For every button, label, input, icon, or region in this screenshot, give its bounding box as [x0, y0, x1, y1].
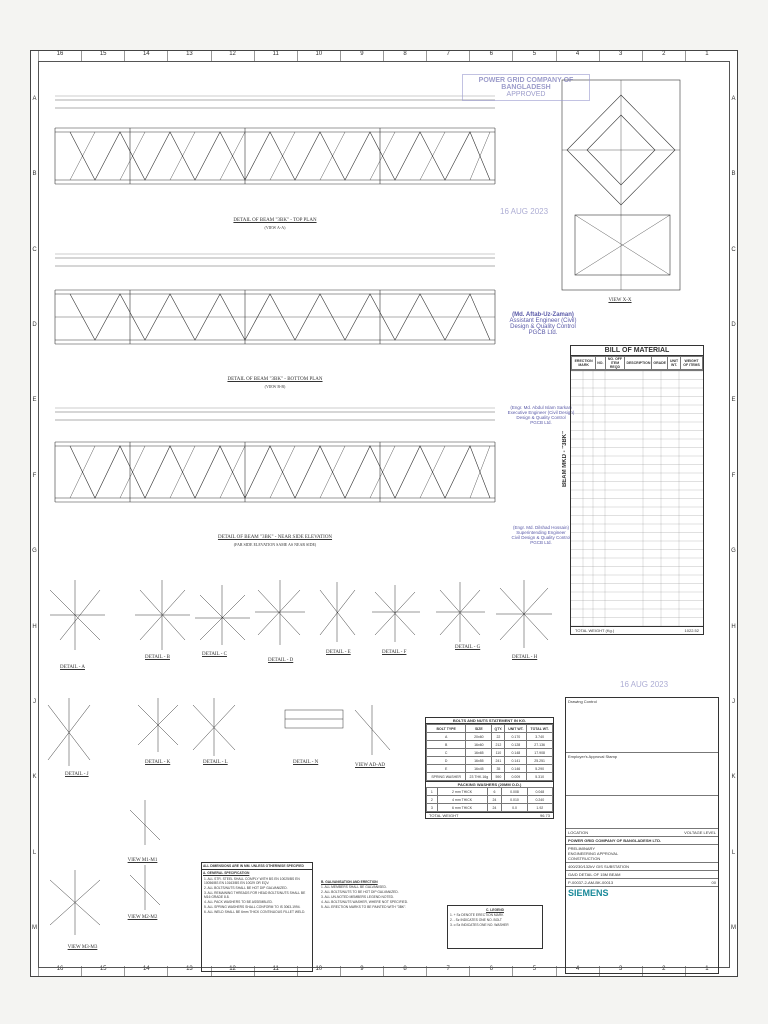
notes-galv-title: B. GALVANISATION AND ERECTION [321, 880, 378, 884]
drawing-title: GA/D DETAIL OF 15M BEAM [568, 872, 621, 877]
table-cell: 0.170 [505, 733, 527, 741]
note-item: 1. + Sz DENOTE ERECTION MARK [450, 913, 504, 917]
signer1-stamp [508, 312, 578, 336]
note-item: 2. ALL BOLTS/NUTS TO BE HOT DIP GALVANIZED. [321, 890, 399, 894]
view-xx-drawing [562, 80, 680, 290]
column-number: 16 [38, 966, 81, 976]
table-cell: 0.009 [505, 773, 527, 781]
table-cell: 1 [427, 788, 438, 796]
table-cell: 6 [487, 788, 502, 796]
table-cell: 6 mm THICK [437, 804, 487, 812]
row-letter: L [731, 849, 736, 856]
table-cell: 0.240 [527, 796, 552, 804]
approval-stamp-status: APPROVED [506, 91, 546, 98]
bolts-header-cell: BOLT TYPE [427, 725, 466, 733]
bill-of-material [562, 345, 704, 635]
bolts-header-cell: UNIT WT. [505, 725, 527, 733]
row-letter: E [32, 397, 37, 404]
note-item: 2. ALL BOLTS/NUTS SHALL BE HOT DIP GALVANIZED. [204, 886, 288, 890]
legend-title: C. LEGEND [486, 908, 504, 912]
table-cell: E [427, 765, 466, 773]
table-cell: 0.048 [527, 788, 552, 796]
elevation-subcaption: (FAR SIDE ELEVATION SAME AS NEAR SIDE) [233, 542, 317, 547]
bom-grid [571, 371, 703, 626]
bom-side-label: BEAM MKD - "3BK" [562, 431, 568, 488]
top-plan-truss [55, 100, 495, 184]
table-cell: 16x60 [466, 741, 492, 749]
location-row [566, 829, 718, 837]
column-number: 6 [469, 51, 512, 61]
project-name: 400/230/132kV GIS SUBSTATION [568, 864, 629, 869]
table-cell: 3.740 [527, 733, 553, 741]
signer2-stamp [505, 405, 577, 425]
detail-e-label: DETAIL - E [326, 650, 351, 655]
bolts-header-cell: SIZE [466, 725, 492, 733]
bom-total-row [571, 626, 703, 634]
detail-n-label: DETAIL - N [293, 760, 319, 765]
table-row [427, 788, 553, 796]
column-number: 14 [124, 51, 167, 61]
signer3-name: (Engr. Md. Dilshad Hossain) [512, 525, 570, 530]
elevation-caption: DETAIL OF BEAM "3BK" - NEAR SIDE ELEVATION [217, 535, 333, 540]
bom-header-cell: ERECTION MARK [572, 357, 596, 370]
signer3-stamp [505, 525, 577, 545]
approval-stamp-title: POWER GRID COMPANY OF BANGLADESH [478, 77, 574, 91]
title-block [565, 697, 719, 974]
table-cell: 2 [427, 796, 438, 804]
column-number: 1 [685, 966, 728, 976]
note-item: 2. - Sz INDICATES ONE NO. BOLT [450, 918, 502, 922]
approval-label: Employer's Approval Stamp [568, 754, 618, 759]
signer1-org: PGCB Ltd. [528, 330, 558, 336]
signer2-org: PGCB Ltd. [530, 420, 552, 425]
signer1-title: Assistant Engineer (Civil) [509, 318, 577, 324]
bom-title: BILL OF MATERIAL [571, 346, 703, 356]
column-number: 3 [599, 966, 642, 976]
table-cell: 24 [487, 796, 502, 804]
table-row [427, 749, 553, 757]
bottom-plan-truss [55, 258, 495, 344]
approval-box [566, 753, 718, 796]
signer3-dept: Civil Design & Quality Control [511, 535, 571, 540]
table-cell: 110 [492, 749, 505, 757]
row-letter: B [32, 171, 37, 178]
detail-j-label: DETAIL - J [65, 772, 89, 777]
signer1-dept: Design & Quality Control [510, 324, 576, 330]
status-engineering: ENGINEERING APPROVAL [568, 851, 619, 856]
table-row [427, 773, 553, 781]
note-item: 4. ALL BOLTS/NUTS WASHER, WHERE NOT SPECIFIED. [321, 900, 409, 904]
top-plan-subcaption: (VIEW A-A) [264, 225, 286, 230]
table-row [427, 796, 553, 804]
table-cell: SPRING WASHER [427, 773, 466, 781]
view-m3-caption: VIEW M3-M3 [67, 945, 98, 950]
column-number: 15 [81, 966, 124, 976]
project-row [566, 863, 718, 871]
table-cell: 0.146 [505, 765, 527, 773]
row-letter: D [731, 321, 736, 328]
detail-a-label: DETAIL - A [60, 665, 85, 670]
column-number: 1 [685, 51, 728, 61]
table-row [427, 765, 553, 773]
table-cell: 25.251 [527, 757, 553, 765]
table-cell: 212 [492, 741, 505, 749]
table-cell: 17.908 [527, 749, 553, 757]
table-cell: 0.148 [505, 749, 527, 757]
date-stamp-2: 16 AUG 2023 [620, 680, 669, 689]
column-number: 9 [340, 966, 383, 976]
detail-d-label: DETAIL - D [268, 658, 294, 663]
column-number: 8 [383, 966, 426, 976]
drawing-control-label: Drawing Control [568, 699, 597, 704]
table-cell: B [427, 741, 466, 749]
column-number: 11 [254, 966, 297, 976]
table-cell: 0.141 [505, 757, 527, 765]
column-number: 10 [297, 966, 340, 976]
detail-c-label: DETAIL - C [202, 652, 227, 657]
detail-h-label: DETAIL - H [512, 655, 538, 660]
detail-sketches-row1 [50, 580, 552, 650]
table-cell: 0.128 [505, 741, 527, 749]
column-number: 3 [599, 51, 642, 61]
drawing-control-box [566, 698, 718, 753]
bolts-total-value: 96.73 [539, 813, 550, 818]
title-row [566, 871, 718, 879]
signer3-title: Superintending Engineer [516, 530, 566, 535]
row-letter: L [32, 849, 37, 856]
row-letter: C [32, 246, 37, 253]
bolts-total-label: TOTAL WEIGHT [429, 813, 459, 818]
note-item: 5. ALL SPRING WASHERS SHALL CONFORM TO IS 3063-1994. [204, 905, 301, 909]
column-number: 6 [469, 966, 512, 976]
status-preliminary: PRELIMINARY [568, 846, 596, 851]
table-cell: 1.92 [527, 804, 552, 812]
row-letter: D [32, 321, 37, 328]
detail-l-label: DETAIL - L [203, 760, 228, 765]
column-number: 9 [340, 51, 383, 61]
row-letter: B [731, 171, 736, 178]
revision-number: 00 [711, 880, 716, 885]
bom-header-cell: UNIT WT. [668, 357, 681, 370]
detail-k-label: DETAIL - K [145, 760, 171, 765]
note-item: 3. o Sz INDICATES ONE NO. WASHER [450, 923, 509, 927]
notes-header: ALL DIMENSIONS ARE IN MM. UNLESS OTHERWISE SPECIFIED [202, 863, 312, 870]
table-cell: 16x45 [466, 765, 492, 773]
column-number: 5 [512, 966, 555, 976]
row-letter: H [731, 623, 736, 630]
note-item: 1. ALL STR. STEEL SHALL COMPLY WITH BS EN 10025/BS EN 10056/BS EN 10163/BS EN 10029 OR EQV. [204, 877, 300, 885]
bom-header-cell: NO. OFF ITEM REQD [605, 357, 625, 370]
bolts-title: BOLTS AND NUTS STATEMENT IN KG. [426, 718, 553, 724]
company-logo: SIEMENS [568, 888, 609, 898]
bottom-plan-caption: DETAIL OF BEAM "3BK" - BOTTOM PLAN [227, 377, 323, 382]
row-letter: M [731, 925, 736, 932]
status-construction: CONSTRUCTION [568, 856, 601, 861]
column-number: 13 [167, 966, 210, 976]
client-name: POWER GRID COMPANY OF BANGLADESH LTD. [568, 838, 662, 843]
row-letter: K [731, 774, 736, 781]
view-m1-caption: VIEW M1-M1 [127, 858, 158, 863]
bom-total-label: TOTAL WEIGHT (Kg.) [575, 628, 615, 633]
column-number: 2 [642, 51, 685, 61]
column-number: 7 [426, 966, 469, 976]
view-xx-caption: VIEW X-X [608, 298, 632, 303]
table-cell: 24 [487, 804, 502, 812]
table-row [427, 741, 553, 749]
table-cell: D [427, 757, 466, 765]
row-letter: J [33, 698, 36, 705]
table-cell: 16x65 [466, 749, 492, 757]
row-letter: G [731, 548, 736, 555]
location-label: LOCATION [568, 830, 589, 835]
client-row [566, 837, 718, 845]
signer3-org: PGCB Ltd. [530, 540, 552, 545]
bom-body [562, 370, 703, 626]
row-letter: A [32, 95, 37, 102]
bom-total-value: 1022.52 [684, 628, 699, 633]
column-number: 14 [124, 966, 167, 976]
table-cell: 5.310 [527, 773, 553, 781]
table-cell: 0.010 [502, 796, 527, 804]
bolts-header-cell: QTY. [492, 725, 505, 733]
drawing-number: P-00037-2-AM-BK-00013 [568, 880, 614, 885]
table-cell: 35 [492, 765, 505, 773]
bolts-header-cell: TOTAL WT. [527, 725, 553, 733]
table-cell: 27.136 [527, 741, 553, 749]
row-letter: K [32, 774, 37, 781]
table-cell: 22 [492, 733, 505, 741]
date-stamp-1: 16 AUG 2023 [500, 207, 549, 216]
column-number: 12 [211, 966, 254, 976]
row-letter: G [32, 548, 37, 555]
table-cell: 5.290 [527, 765, 553, 773]
table-cell: 0.0 [502, 804, 527, 812]
revision-table [566, 796, 718, 829]
detail-b-label: DETAIL - B [145, 655, 170, 660]
top-plan-caption: DETAIL OF BEAM "3BK" - TOP PLAN [233, 218, 317, 223]
signer2-title: Executive Engineer (Civil Design) [507, 410, 575, 415]
bom-header-cell: WEIGHT OF ITEMS [681, 357, 703, 370]
column-number: 2 [642, 966, 685, 976]
column-number: 7 [426, 51, 469, 61]
row-letter: F [731, 472, 736, 479]
bottom-plan-subcaption: (VIEW B-B) [264, 384, 286, 389]
voltage-label: VOLTAGE LEVEL [684, 830, 716, 835]
table-cell: 16x55 [466, 757, 492, 765]
note-item: 3. ALL UN-NOTED MEMBERS LEGEND NOTED. [321, 895, 394, 899]
table-cell: 3 [427, 804, 438, 812]
column-number: 5 [512, 51, 555, 61]
row-letter: J [732, 698, 735, 705]
status-row [566, 845, 718, 863]
row-letter: E [731, 397, 736, 404]
table-cell: 0.008 [502, 788, 527, 796]
bom-header-cell: GRADE [652, 357, 668, 370]
note-item: 4. ALL PACK WASHERS TO BE ASSEMBLED. [204, 900, 273, 904]
legend-box [447, 905, 543, 949]
signer1-name: (Md. Aftab-Uz-Zaman) [512, 312, 574, 318]
table-row [427, 757, 553, 765]
column-number: 16 [38, 51, 81, 61]
detail-f-label: DETAIL - F [382, 650, 407, 655]
table-cell: 4 mm THICK [437, 796, 487, 804]
row-letter: A [731, 95, 736, 102]
column-number: 10 [297, 51, 340, 61]
bolts-nuts-statement [425, 717, 554, 819]
notes-general-title: A. GENERAL SPECIFICATION [203, 871, 250, 875]
approval-stamp [462, 74, 590, 101]
column-number: 12 [211, 51, 254, 61]
column-number: 13 [167, 51, 210, 61]
bolts-total-row [426, 812, 553, 818]
view-ad-label: VIEW AD-AD [355, 763, 386, 768]
row-letter: H [32, 623, 37, 630]
column-number: 15 [81, 51, 124, 61]
row-letter: M [32, 925, 37, 932]
washers-title: PACKING WASHERS (20MM O.D.) [426, 781, 553, 787]
signer2-name: (Engr. Md. Abdul Islam Sarkar) [510, 405, 572, 410]
column-number: 4 [556, 51, 599, 61]
table-row [427, 733, 553, 741]
row-letter: F [32, 472, 37, 479]
bom-header-cell: NO. [596, 357, 605, 370]
table-cell: 241 [492, 757, 505, 765]
note-item: 1. ALL MEMBERS SHALL BE GALVANISED. [321, 885, 387, 889]
note-item: 5. ALL ERECTION MARKS TO BE PAINTED WITH "3BK". [321, 905, 407, 909]
table-cell: A [427, 733, 466, 741]
galvanisation-notes [321, 880, 441, 910]
bom-header-cell: DESCRIPTION [625, 357, 652, 370]
table-row [427, 804, 553, 812]
note-item: 6. ALL WELD SHALL BE 6mm THICK CONTINUOUS FILLET WELD. [204, 910, 306, 914]
table-cell: 2 mm THICK [437, 788, 487, 796]
general-notes [201, 862, 313, 972]
signer2-dept: Design & Quality Control [516, 415, 566, 420]
drawing-number-row [566, 879, 718, 887]
elevation-truss [55, 412, 495, 502]
table-cell: 590 [492, 773, 505, 781]
view-m2-caption: VIEW M2-M2 [127, 915, 158, 920]
table-cell: C [427, 749, 466, 757]
column-number: 8 [383, 51, 426, 61]
detail-g-label: DETAIL - G [455, 645, 481, 650]
row-letter: C [731, 246, 736, 253]
table-cell: 23 THK.16g [466, 773, 492, 781]
note-item: 3. ALL REMAINING THREADS FOR HEAD BOLTS/NUTS SHALL BE M16 GRADE 8.8. [204, 891, 306, 899]
column-number: 4 [556, 966, 599, 976]
table-cell: 20x60 [466, 733, 492, 741]
column-number: 11 [254, 51, 297, 61]
